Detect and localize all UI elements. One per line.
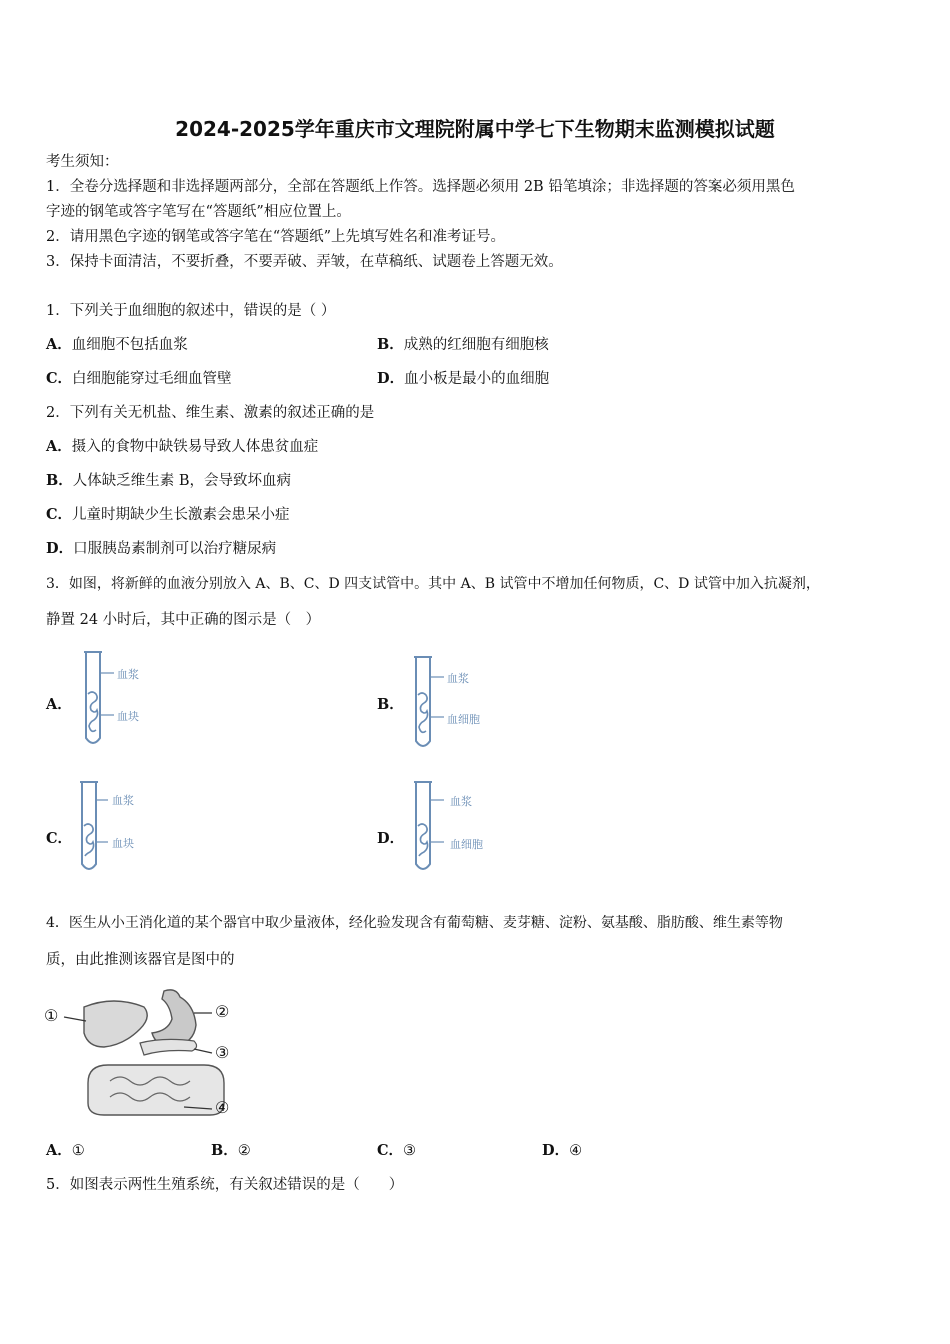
q1-option-c[interactable] [46, 369, 232, 389]
option-text: 人体缺乏维生素 B，会导致坏血病 [72, 473, 292, 489]
tube-b-bottom-label: 血细胞 [447, 713, 480, 726]
tube-c-top-label: 血浆 [112, 794, 134, 807]
option-letter: C． [46, 506, 73, 523]
q4-option-c[interactable] [377, 1141, 416, 1161]
notice-line-1a: 1．全卷分选择题和非选择题两部分，全部在答题纸上作答。选择题必须用 2B 铅笔填涂；非选择题的答案必须用黑色 [46, 179, 795, 195]
tube-a-top-label: 血浆 [117, 668, 139, 681]
tube-d-top-label: 血浆 [450, 795, 472, 808]
option-letter: C． [377, 1142, 404, 1159]
notice-line-3: 3．保持卡面清洁，不要折叠，不要弄破、弄皱，在草稿纸、试题卷上答题无效。 [46, 254, 563, 270]
q2-option-d[interactable] [46, 539, 276, 559]
q3-stem-line-1: 3．如图，将新鲜的血液分别放入 A、B、C、D 四支试管中。其中 A、B 试管中不增加任何物质，C、D 试管中加入抗凝剂， [46, 576, 820, 592]
q2-option-b[interactable] [46, 471, 291, 491]
option-letter: A． [46, 336, 72, 353]
digestive-system-figure [44, 985, 244, 1125]
tube-a-bottom-label: 血块 [117, 710, 139, 723]
q4-option-b[interactable] [211, 1141, 251, 1161]
option-text: 儿童时期缺少生长激素会患呆小症 [72, 507, 290, 523]
option-text: ④ [569, 1143, 583, 1159]
option-text: ③ [403, 1143, 417, 1159]
q4-option-d[interactable] [542, 1141, 582, 1161]
q5-stem: 5．如图表示两性生殖系统，有关叙述错误的是（ ） [46, 1177, 404, 1193]
organ-label-4: ④ [215, 1098, 230, 1117]
option-letter: B． [211, 1142, 238, 1159]
option-text: 摄入的食物中缺铁易导致人体患贫血症 [71, 439, 319, 455]
notice-heading: 考生须知： [46, 154, 119, 170]
organ-label-1: ① [44, 1006, 59, 1025]
page-title: 2024-2025学年重庆市文理院附属中学七下生物期末监测模拟试题 [175, 117, 775, 141]
q4-stem-line-2: 质，由此推测该器官是图中的 [46, 952, 235, 968]
organ-label-3: ③ [215, 1043, 230, 1062]
option-text: 血细胞不包括血浆 [71, 337, 188, 353]
test-tube-a-figure [80, 650, 160, 750]
tube-d-bottom-label: 血细胞 [450, 838, 483, 851]
option-text: 血小板是最小的血细胞 [404, 371, 550, 387]
notice-line-1b: 字迹的钢笔或答字笔写在“答题纸”相应位置上。 [46, 204, 351, 220]
option-text: 成熟的红细胞有细胞核 [403, 337, 549, 353]
option-letter: D． [542, 1142, 570, 1159]
option-letter: D． [377, 370, 405, 387]
option-text: ① [71, 1143, 85, 1159]
q2-option-a[interactable] [46, 437, 318, 457]
q3-option-b-letter[interactable]: B． [377, 696, 404, 713]
option-letter: D． [46, 540, 74, 557]
option-text: 口服胰岛素制剂可以治疗糖尿病 [73, 541, 277, 557]
q1-stem: 1．下列关于血细胞的叙述中，错误的是（ ） [46, 303, 336, 319]
q1-option-a[interactable] [46, 335, 188, 355]
q2-option-c[interactable] [46, 505, 290, 525]
q3-option-d-letter[interactable]: D． [377, 830, 405, 847]
q4-option-a[interactable] [46, 1141, 85, 1161]
q4-stem-line-1: 4．医生从小王消化道的某个器官中取少量液体，经化验发现含有葡萄糖、麦芽糖、淀粉、氨基酸、脂肪酸、维生素等物 [46, 915, 783, 931]
q3-stem-line-2: 静置 24 小时后，其中正确的图示是（ ） [46, 612, 321, 628]
option-letter: C． [46, 370, 73, 387]
q3-option-a-letter[interactable]: A． [46, 696, 72, 713]
option-letter: A． [46, 1142, 72, 1159]
option-text: 白细胞能穿过毛细血管壁 [72, 371, 232, 387]
tube-c-bottom-label: 血块 [112, 837, 134, 850]
option-letter: A． [46, 438, 72, 455]
q2-stem: 2．下列有关无机盐、维生素、激素的叙述正确的是 [46, 405, 375, 421]
organ-label-2: ② [215, 1002, 230, 1021]
notice-line-2: 2．请用黑色字迹的钢笔或答字笔在“答题纸”上先填写姓名和准考证号。 [46, 229, 506, 245]
option-letter: B． [46, 472, 73, 489]
q1-option-b[interactable] [377, 335, 549, 355]
option-letter: B． [377, 336, 404, 353]
option-text: ② [237, 1143, 251, 1159]
q1-option-d[interactable] [377, 369, 549, 389]
tube-b-top-label: 血浆 [447, 672, 469, 685]
q3-option-c-letter[interactable]: C． [46, 830, 73, 847]
